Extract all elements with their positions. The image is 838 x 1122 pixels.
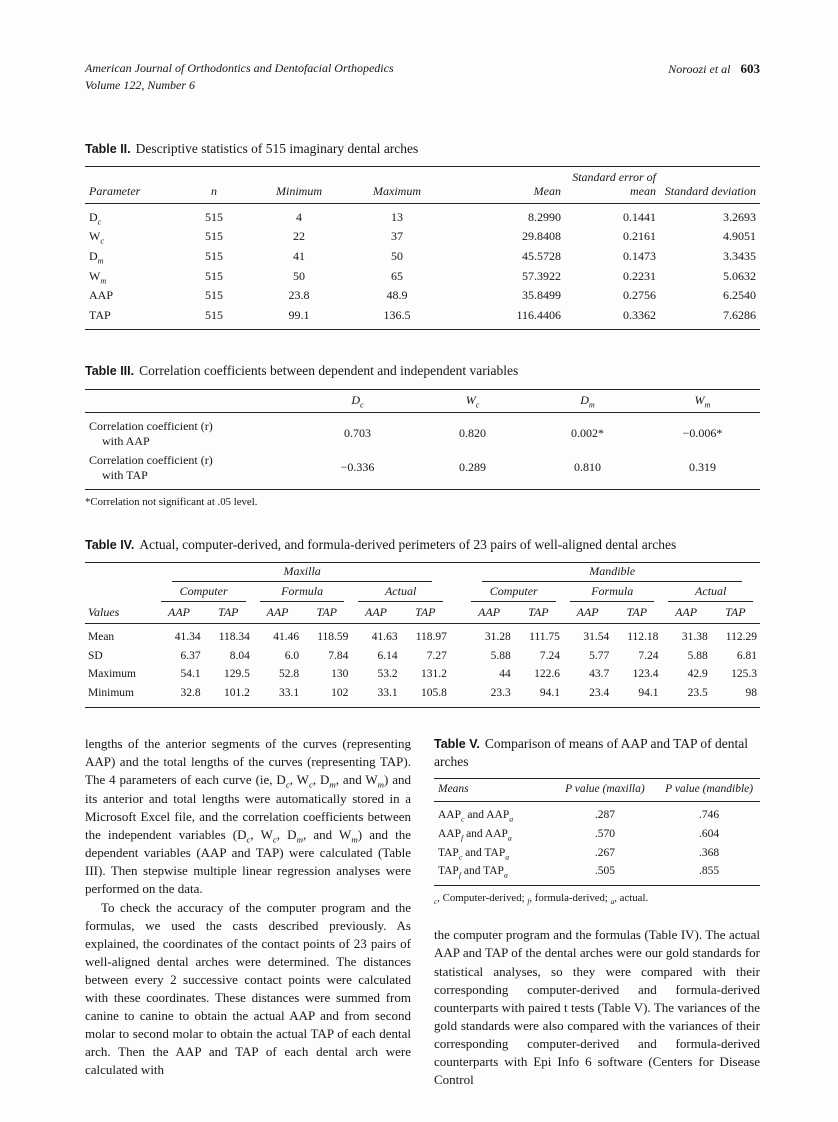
gap-cell (450, 583, 465, 603)
row-label-line2: with AAP (102, 433, 150, 448)
col-header-parameter: Parameter (85, 167, 177, 204)
measure-header-row (85, 603, 760, 623)
param-cell: $D_c$ (89, 209, 102, 227)
value-cell: 0.3362 (623, 307, 656, 322)
value-cell: 41.34 (174, 630, 201, 643)
value-cell: 57.3922 (522, 268, 561, 283)
col-header-empty (85, 389, 300, 412)
value-cell: 515 (205, 288, 223, 303)
param-cell: AAP (89, 288, 114, 303)
table-4-caption-text: Actual, computer-derived, and formula-derived perimeters of 23 pairs of well-aligned dental arches (139, 536, 677, 552)
value-cell: 4 (296, 209, 302, 224)
value-cell: 0.703 (344, 425, 371, 440)
value-cell: 102 (331, 687, 349, 700)
value-cell: 515 (205, 307, 223, 322)
value-cell: 6.81 (736, 649, 757, 662)
right-column (434, 735, 760, 1089)
journal-issue: Volume 122, Number 6 (85, 77, 195, 92)
value-cell: 0.289 (459, 459, 486, 474)
subgroup-cell (464, 583, 563, 603)
value-cell: 65 (391, 268, 403, 283)
value-cell: 6.0 (284, 649, 300, 662)
value-cell: 4.9051 (723, 229, 756, 244)
value-cell: .855 (699, 865, 720, 878)
subgroup-computer: Computer (161, 585, 246, 602)
gap-cell (450, 665, 465, 684)
value-cell: 44 (499, 668, 511, 681)
table-row (85, 227, 760, 247)
table-4 (85, 562, 760, 708)
author-page (668, 60, 760, 78)
table-3-caption-text: Correlation coefficients between dependent and independent variables (139, 363, 519, 379)
table-2-section (85, 140, 760, 331)
col-header-minimum: Minimum (251, 167, 347, 204)
page-number: 603 (740, 61, 760, 76)
col-header-tap: TAP (612, 603, 661, 623)
col-header-aap: AAP (253, 603, 302, 623)
gap-cell (450, 603, 465, 623)
value-cell: 123.4 (632, 668, 659, 681)
value-cell: 22 (293, 229, 305, 244)
gap-cell (450, 623, 465, 646)
col-header-aap: AAP (563, 603, 612, 623)
row-label: $TAP_f$ and $TAP_a$ (438, 865, 508, 880)
journal-info (85, 60, 394, 94)
row-label (85, 412, 300, 451)
value-cell: 7.24 (539, 649, 560, 662)
param-cell: TAP (89, 307, 111, 322)
value-cell: .287 (594, 808, 615, 821)
value-cell: 105.8 (421, 687, 447, 700)
table-5-caption (434, 735, 760, 770)
table-row (434, 825, 760, 844)
row-label (85, 451, 300, 490)
value-cell: 99.1 (288, 307, 310, 322)
value-cell: 23.8 (288, 288, 310, 303)
value-cell: .746 (699, 808, 720, 821)
subgroup-header-row (85, 583, 760, 603)
table-2 (85, 166, 760, 330)
value-cell: 7.24 (638, 649, 659, 662)
table-5-footnote: $_c$, Computer-derived; $_f$, formula-derived; $_a$, actual. (434, 892, 649, 907)
group-header-row (85, 563, 760, 583)
table-row (85, 267, 760, 287)
group-header-maxilla: Maxilla (172, 565, 432, 582)
running-head (85, 60, 760, 94)
value-cell: 515 (205, 209, 223, 224)
col-header-mean: Mean (447, 167, 565, 204)
value-cell: 122.6 (534, 668, 560, 681)
col-header-aap: AAP (351, 603, 400, 623)
table-5-label: Table V. (434, 737, 480, 752)
value-cell: .505 (594, 865, 615, 878)
value-cell: 37 (391, 229, 403, 244)
value-cell: 41.63 (371, 630, 398, 643)
row-label-line1: Correlation coefficient (r) (89, 418, 213, 433)
value-cell: 48.9 (386, 288, 408, 303)
table-2-caption-text: Descriptive statistics of 515 imaginary dental arches (135, 140, 419, 156)
value-cell: 118.59 (317, 630, 349, 643)
value-cell: 116.4406 (516, 307, 561, 322)
col-header-values: Values (85, 603, 154, 623)
value-cell: 3.3435 (723, 248, 756, 263)
value-cell: 118.97 (415, 630, 447, 643)
group-header-mandible: Mandible (482, 565, 742, 582)
body-paragraph: lengths of the anterior segments of the curves (representing AAP) and the total lengths of the curves (representing TAP). The 4 parameters of each curve (ie, $D_c$, $W_c$, $D_m$, and $W_m$) and its anterior and total lengths were automatically stored in a Microsoft Excel file, and the correlation coefficients between the independent variables ($D_c$, $W_c$, $D_m$, and $W_m$) and the dependent variables (AAP and TAP) were calculated (Table III). Then stepwise multiple linear regression analyses were performed on the data. (85, 736, 412, 896)
value-cell: 5.0632 (723, 268, 756, 283)
value-cell: .267 (594, 846, 615, 859)
col-header-aap: AAP (464, 603, 513, 623)
group-header-mandible-cell (464, 563, 760, 583)
value-cell: 32.8 (180, 687, 201, 700)
value-cell: 43.7 (589, 668, 610, 681)
value-cell: 101.2 (224, 687, 250, 700)
value-cell: 5.88 (687, 649, 708, 662)
value-cell: 33.1 (377, 687, 398, 700)
table-row (85, 247, 760, 267)
value-cell: 0.810 (574, 459, 601, 474)
value-cell: −0.336 (340, 459, 375, 474)
table-row (434, 844, 760, 863)
subgroup-computer: Computer (471, 585, 556, 602)
value-cell: 94.1 (638, 687, 659, 700)
value-cell: 0.820 (459, 425, 486, 440)
body-paragraph: the computer program and the formulas (Table IV). The actual AAP and TAP of the dental arches were our gold standards for statistical analyses, so they were compared with their corresponding computer-derived and formula-derived counterparts with paired t tests (Table V). The variances of the gold standards were also compared with the variances of their corresponding computer-derived and formula-derived counterparts with Epi Info 6 software (Centers for Disease Control (434, 927, 760, 1087)
value-cell: 136.5 (383, 307, 411, 322)
value-cell: .368 (699, 846, 720, 859)
value-cell: 515 (205, 229, 223, 244)
table-row (85, 412, 760, 451)
value-cell: 7.27 (426, 649, 447, 662)
table-3 (85, 389, 760, 490)
value-cell: 8.04 (229, 649, 250, 662)
gap-cell (450, 647, 465, 666)
value-cell: 33.1 (279, 687, 300, 700)
value-cell: 31.38 (681, 630, 708, 643)
value-cell: 0.2231 (623, 268, 656, 283)
subgroup-actual: Actual (668, 585, 753, 602)
subgroup-cell (661, 583, 760, 603)
table-5 (434, 778, 760, 886)
col-header-tap: TAP (514, 603, 563, 623)
col-header-tap: TAP (302, 603, 351, 623)
value-cell: 98 (745, 687, 757, 700)
body-columns (85, 735, 760, 1089)
value-cell: 41 (293, 248, 305, 263)
col-header-aap: AAP (154, 603, 203, 623)
value-cell: 7.6286 (723, 307, 756, 322)
gap-cell (450, 563, 465, 583)
table-row (85, 451, 760, 490)
value-cell: 6.2540 (723, 288, 756, 303)
table-3-header-row (85, 389, 760, 412)
subgroup-cell (154, 583, 253, 603)
value-cell: 23.4 (589, 687, 610, 700)
col-header-maximum: Maximum (347, 167, 447, 204)
value-cell: .604 (699, 827, 720, 840)
col-header-aap: AAP (661, 603, 710, 623)
value-cell: 23.5 (687, 687, 708, 700)
value-cell: 41.46 (273, 630, 300, 643)
table-3-section (85, 362, 760, 507)
table-2-label: Table II. (85, 141, 131, 156)
authors: Noroozi et al (668, 62, 731, 76)
row-label: $AAP_c$ and $AAP_a$ (438, 808, 514, 823)
value-cell: 112.18 (627, 630, 659, 643)
col-header-wm: $W_m$ (645, 389, 760, 412)
value-cell: 53.2 (377, 668, 398, 681)
value-cell: 29.8408 (522, 229, 561, 244)
table-4-caption (85, 536, 760, 554)
col-header-p-mandible: P value (mandible) (658, 779, 760, 801)
param-cell: $D_m$ (89, 248, 104, 266)
table-2-caption (85, 140, 760, 158)
row-label: $AAP_f$ and $AAP_a$ (438, 827, 512, 842)
group-header-maxilla-cell (154, 563, 450, 583)
value-cell: 50 (293, 268, 305, 283)
value-cell: 42.9 (687, 668, 708, 681)
table-5-header-row (434, 779, 760, 801)
value-cell: 54.1 (180, 668, 201, 681)
value-cell: 6.14 (377, 649, 398, 662)
value-cell: 118.34 (218, 630, 250, 643)
value-cell: 31.28 (484, 630, 511, 643)
col-header-tap: TAP (204, 603, 253, 623)
empty-cell (85, 583, 154, 603)
table-3-caption (85, 362, 760, 380)
value-cell: 0.2756 (623, 288, 656, 303)
value-cell: 129.5 (224, 668, 250, 681)
subgroup-formula: Formula (570, 585, 655, 602)
value-cell: 5.77 (589, 649, 610, 662)
col-header-dm: $D_m$ (530, 389, 645, 412)
value-cell: 52.8 (279, 668, 300, 681)
subgroup-actual: Actual (358, 585, 443, 602)
table-3-footnote: *Correlation not significant at .05 level. (85, 495, 258, 508)
value-cell: 515 (205, 248, 223, 263)
row-label: Mean (88, 630, 115, 643)
row-label: Minimum (88, 687, 135, 700)
value-cell: 0.2161 (623, 229, 656, 244)
table-5-section (434, 735, 760, 907)
subgroup-cell (351, 583, 450, 603)
value-cell: 50 (391, 248, 403, 263)
value-cell: 3.2693 (723, 209, 756, 224)
param-cell: $W_c$ (89, 229, 104, 246)
col-header-tap: TAP (401, 603, 450, 623)
row-label: $TAP_c$ and $TAP_a$ (438, 846, 510, 861)
col-header-std-deviation: Standard deviation (660, 167, 760, 204)
col-header-means: Means (434, 779, 552, 801)
value-cell: 13 (391, 209, 403, 224)
table-row (85, 665, 760, 684)
value-cell: 0.1473 (623, 248, 656, 263)
journal-title: American Journal of Orthodontics and Dentofacial Orthopedics (85, 61, 394, 75)
value-cell: 131.2 (421, 668, 447, 681)
table-4-label: Table IV. (85, 537, 135, 552)
subgroup-cell (563, 583, 662, 603)
value-cell: 515 (205, 268, 223, 283)
value-cell: 31.54 (583, 630, 610, 643)
value-cell: 35.8499 (522, 288, 561, 303)
table-row (85, 647, 760, 666)
value-cell: 111.75 (529, 630, 560, 643)
value-cell: 6.37 (180, 649, 201, 662)
left-column (85, 735, 411, 1089)
table-3-label: Table III. (85, 364, 135, 379)
value-cell: .570 (594, 827, 615, 840)
table-row (85, 203, 760, 227)
col-header-n: n (177, 167, 251, 204)
value-cell: 94.1 (539, 687, 560, 700)
table-row (85, 623, 760, 646)
param-cell: $W_m$ (89, 268, 107, 285)
col-header-p-maxilla: P value (maxilla) (552, 779, 659, 801)
row-label: SD (88, 649, 103, 662)
row-label: Maximum (88, 668, 136, 681)
subgroup-formula: Formula (260, 585, 345, 602)
col-header-std-error: Standard error of mean (565, 167, 660, 204)
value-cell: 0.1441 (623, 209, 656, 224)
value-cell: 23.3 (490, 687, 511, 700)
row-label-line1: Correlation coefficient (r) (89, 452, 213, 467)
value-cell: 0.319 (689, 459, 716, 474)
value-cell: 0.002* (571, 425, 604, 440)
table-4-section (85, 536, 760, 709)
value-cell: 5.88 (490, 649, 511, 662)
subgroup-cell (253, 583, 352, 603)
value-cell: 45.5728 (522, 248, 561, 263)
table-2-header-row (85, 167, 760, 204)
value-cell: 125.3 (731, 668, 757, 681)
table-row (434, 801, 760, 824)
table-5-caption-text: Comparison of means of AAP and TAP of dental arches (434, 736, 748, 769)
body-paragraph: To check the accuracy of the computer program and the formulas, we used the casts described previously. As explained, the coordinates of the contact points of 23 pairs of well-aligned dental arches were determined. The distances between every 2 successive contact points were calculated with these coordinates. These distances were summed from canine to canine to obtain the actual AAP and from second molar to second molar to obtain the actual TAP of each dental arch. Then the AAP and TAP of each dental arch were calculated with (85, 899, 411, 1078)
table-row (85, 684, 760, 707)
table-row (85, 286, 760, 306)
col-header-tap: TAP (711, 603, 760, 623)
value-cell: 130 (331, 668, 349, 681)
empty-cell (85, 563, 154, 583)
col-header-dc: $D_c$ (300, 389, 415, 412)
value-cell: 7.84 (328, 649, 349, 662)
row-label-line2: with TAP (102, 467, 148, 482)
gap-cell (450, 684, 465, 707)
col-header-wc: $W_c$ (415, 389, 530, 412)
table-row (85, 306, 760, 330)
value-cell: 112.29 (725, 630, 757, 643)
table-row (434, 862, 760, 885)
value-cell: 8.2990 (528, 209, 561, 224)
value-cell: −0.006* (682, 425, 723, 440)
